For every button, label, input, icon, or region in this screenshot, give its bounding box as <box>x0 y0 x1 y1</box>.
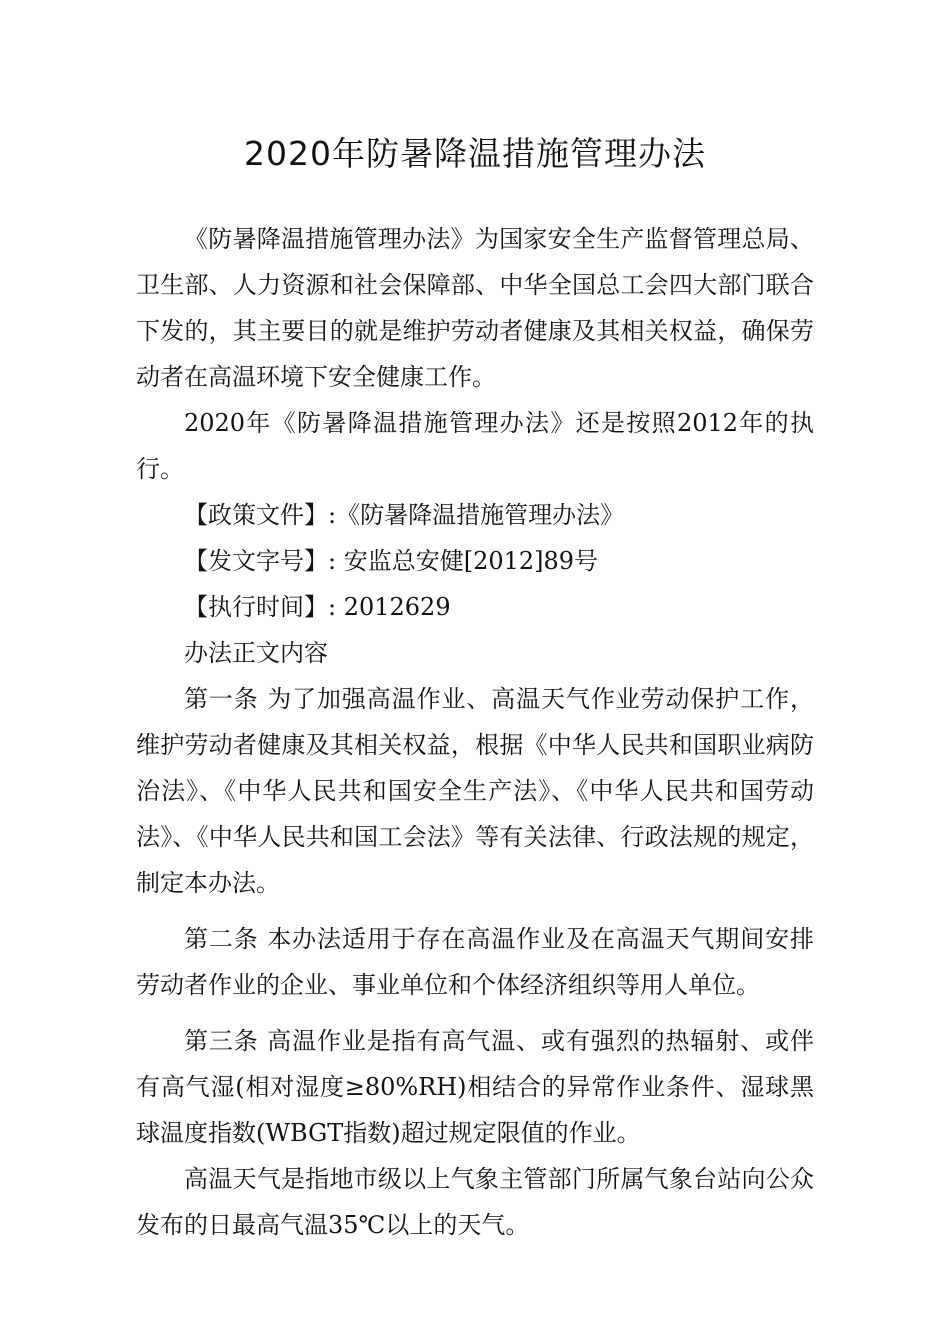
article-1-paragraph: 第一条 为了加强高温作业、高温天气作业劳动保护工作，维护劳动者健康及其相关权益，根据《中华人民共和国职业病防治法》、《中华人民共和国安全生产法》、《中华人民共和国劳动法》、《中华人民共和国工会法》等有关法律、行政法规的规定，制定本办法。 <box>136 685 814 897</box>
article-3-paragraph: 第三条 高温作业是指有高气温、或有强烈的热辐射、或伴有高气湿(相对湿度≥80%RH)相结合的异常作业条件、湿球黑球温度指数(WBGT指数)超过规定限值的作业。 <box>136 1027 814 1147</box>
article-3-continuation: 高温天气是指地市级以上气象主管部门所属气象台站向公众发布的日最高气温35℃以上的天气。 <box>136 1165 814 1239</box>
note-paragraph: 2020年《防暑降温措施管理办法》还是按照2012年的执行。 <box>136 409 814 483</box>
doc-number-line: 【发文字号】: 安监总安健[2012]89号 <box>184 547 599 575</box>
intro-paragraph: 《防暑降温措施管理办法》为国家安全生产监督管理总局、卫生部、人力资源和社会保障部、中华全国总工会四大部门联合下发的，其主要目的就是维护劳动者健康及其相关权益，确保劳动者在高温环境下安全健康工作。 <box>136 225 814 391</box>
document-title: 2020年防暑降温措施管理办法 <box>244 134 706 173</box>
effective-date-line: 【执行时间】: 2012629 <box>184 593 451 621</box>
article-2-paragraph: 第二条 本办法适用于存在高温作业及在高温天气期间安排劳动者作业的企业、事业单位和个体经济组织等用人单位。 <box>136 925 814 999</box>
policy-file-line: 【政策文件】:《防暑降温措施管理办法》 <box>184 501 625 529</box>
section-heading: 办法正文内容 <box>184 639 328 667</box>
